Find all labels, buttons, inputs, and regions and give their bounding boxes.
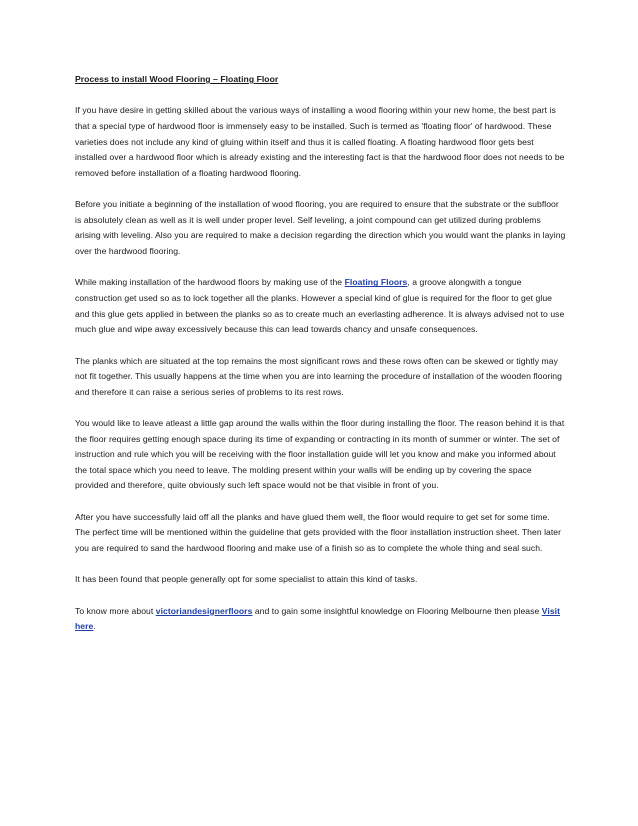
paragraph-3 [75,275,567,337]
paragraph-5: You would like to leave atleast a little gap around the walls within the floor during installing the floor. The reason behind it is that the floor requires getting enough space during its time of expanding or contracting in its month of summer or winter. The set of instruction and rule which you will be receiving with the floor installation guide will let you know and make you informed about the total space which you need to leave. The molding present within your walls will be ending up by covering the space provided and therefore, quite obviously such left space would not be that visible in front of you. [75,418,565,491]
paragraph-4: The planks which are situated at the top remains the most significant rows and these rows often can be skewed or tightly may not fit together. This usually happens at the time when you are into learning the procedure of installation of the wooden flooring and therefore it can raise a serious series of problems to its rest rows. [75,355,562,397]
paragraph-3-text-end: , a groove alongwith a tongue construction get used so as to lock together all the planks. However a special kind of glue is required for the floor to get glue and this glue gets applied in between the planks so as to create much an everlasting adherence. It is always advised not to use much glue and wipe away excessively because this can lead towards chancy and unsafe consequences. [75,277,565,335]
paragraph-8-text-end: . [93,621,96,632]
victoriandesignerfloors-link[interactable]: victoriandesignerfloors [155,605,253,616]
paragraph-8-text-middle: and to gain some insightful knowledge on Flooring Melbourne then please [252,605,542,616]
paragraph-7: It has been found that people generally opt for some specialist to attain this kind of tasks. [75,574,418,585]
visit-here-link[interactable]: Visit here [75,605,560,632]
document-title: Process to install Wood Flooring – Floating Floor [75,74,279,84]
document-body [75,72,567,651]
paragraph-6: After you have successfully laid off all the planks and have glued them well, the floor would require to get set for some time. The perfect time will be mentioned within the guideline that gets provided with the floor installation instruction sheet. Then later you are required to sand the hardwood flooring and make use of a finish so as to complete the whole thing and seal such. [75,511,562,554]
paragraph-3-text-start: While making installation of the hardwood floors by making use of the [75,277,345,288]
paragraph-8-text-start: To know more about [75,605,156,616]
paragraph-1: If you have desire in getting skilled about the various ways of installing a wood flooring within your new home, the best part is that a special type of hardwood floor is immensely easy to be installed. Such is termed as 'floating floor' of hardwood. These varieties does not include any kind of gluing within itself and thus it is called floating. A floating hardwood floor gets best installed over a hardwood floor which is already existing and the interesting fact is that the hardwood floor does not needs to be removed before installation of a floating hardwood flooring. [75,105,565,178]
floating-floors-link[interactable]: Floating Floors [344,277,408,288]
paragraph-8 [75,604,567,635]
paragraph-2: Before you initiate a beginning of the installation of wood flooring, you are required to ensure that the substrate or the subfloor is absolutely clean as well as it is well under proper level. Self leveling, a joint compound can get utilized during problems arising with leveling. Also you are required to make a decision regarding the direction which you would want the planks in laying over the hardwood flooring. [75,199,566,256]
